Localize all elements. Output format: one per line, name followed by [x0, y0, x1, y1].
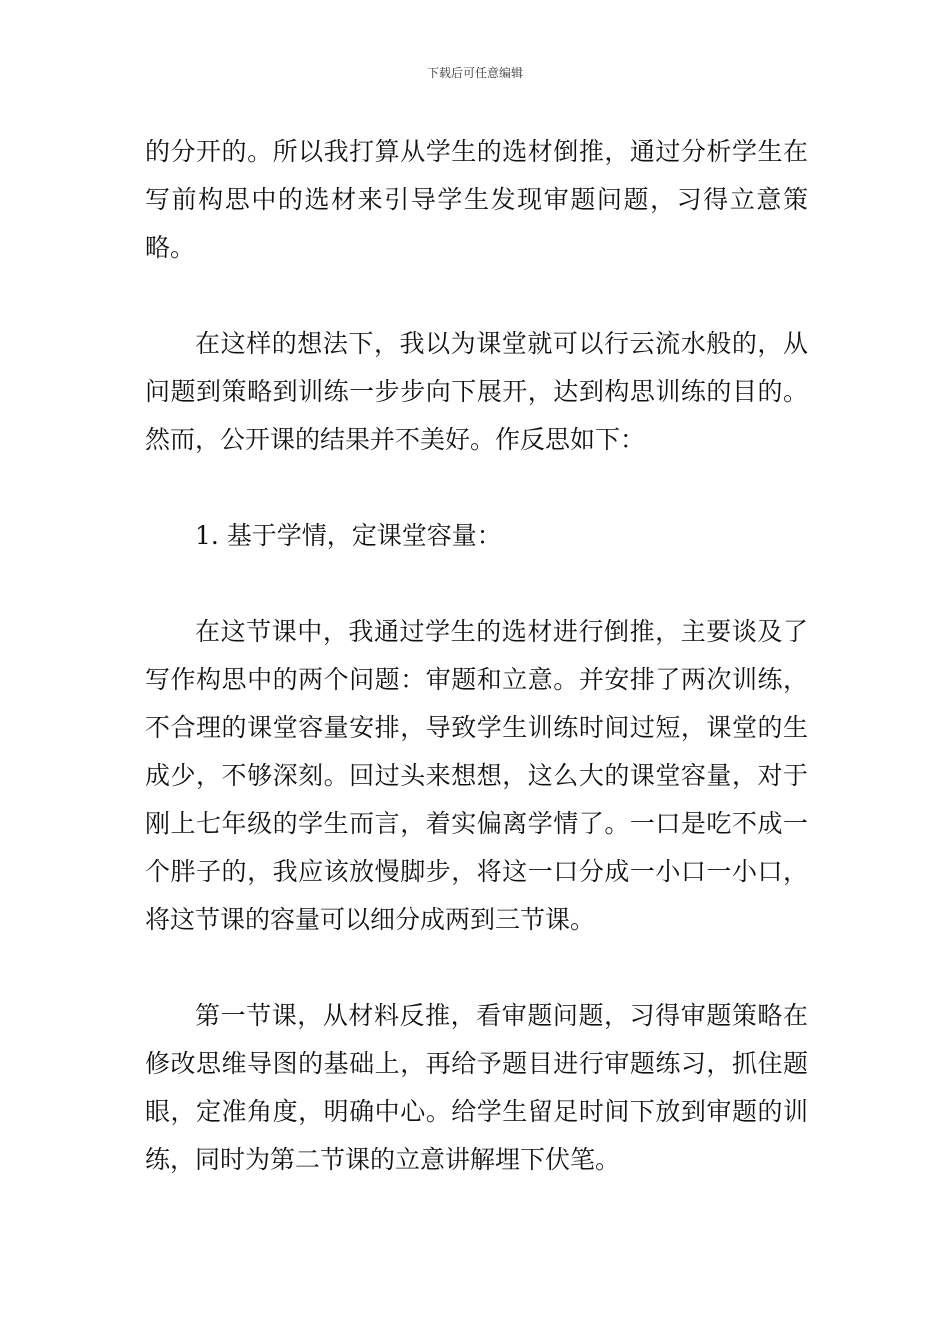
page-header-note: 下载后可任意编辑 [426, 66, 523, 80]
document-body [145, 128, 808, 1184]
paragraph-reflection: 在这节课中，我通过学生的选材进行倒推，主要谈及了写作构思中的两个问题：审题和立意。并安排了两次训练，不合理的课堂容量安排，导致学生训练时间过短，课堂的生成少，不够深刻。回过头来想想，这么大的课堂容量，对于刚上七年级的学生而言，着实偏离学情了。一口是吃不成一个胖子的，我应该放慢脚步，将这一口分成一小口一小口，将这节课的容量可以细分成两到三节课。 [145, 617, 808, 934]
section-heading-1: 1. 基于学情，定课堂容量： [195, 521, 502, 550]
paragraph-first-lesson: 第一节课，从材料反推，看审题问题，习得审题策略在修改思维导图的基础上，再给予题目进行审题练习，抓住题眼，定准角度，明确中心。给学生留足时间下放到审题的训练，同时为第二节课的立意讲解埋下伏笔。 [145, 1001, 808, 1174]
paragraph-continuation: 的分开的。所以我打算从学生的选材倒推，通过分析学生在写前构思中的选材来引导学生发现审题问题，习得立意策略。 [145, 137, 808, 262]
paragraph-idea: 在这样的想法下，我以为课堂就可以行云流水般的，从问题到策略到训练一步步向下展开，达到构思训练的目的。然而，公开课的结果并不美好。作反思如下： [145, 329, 808, 454]
